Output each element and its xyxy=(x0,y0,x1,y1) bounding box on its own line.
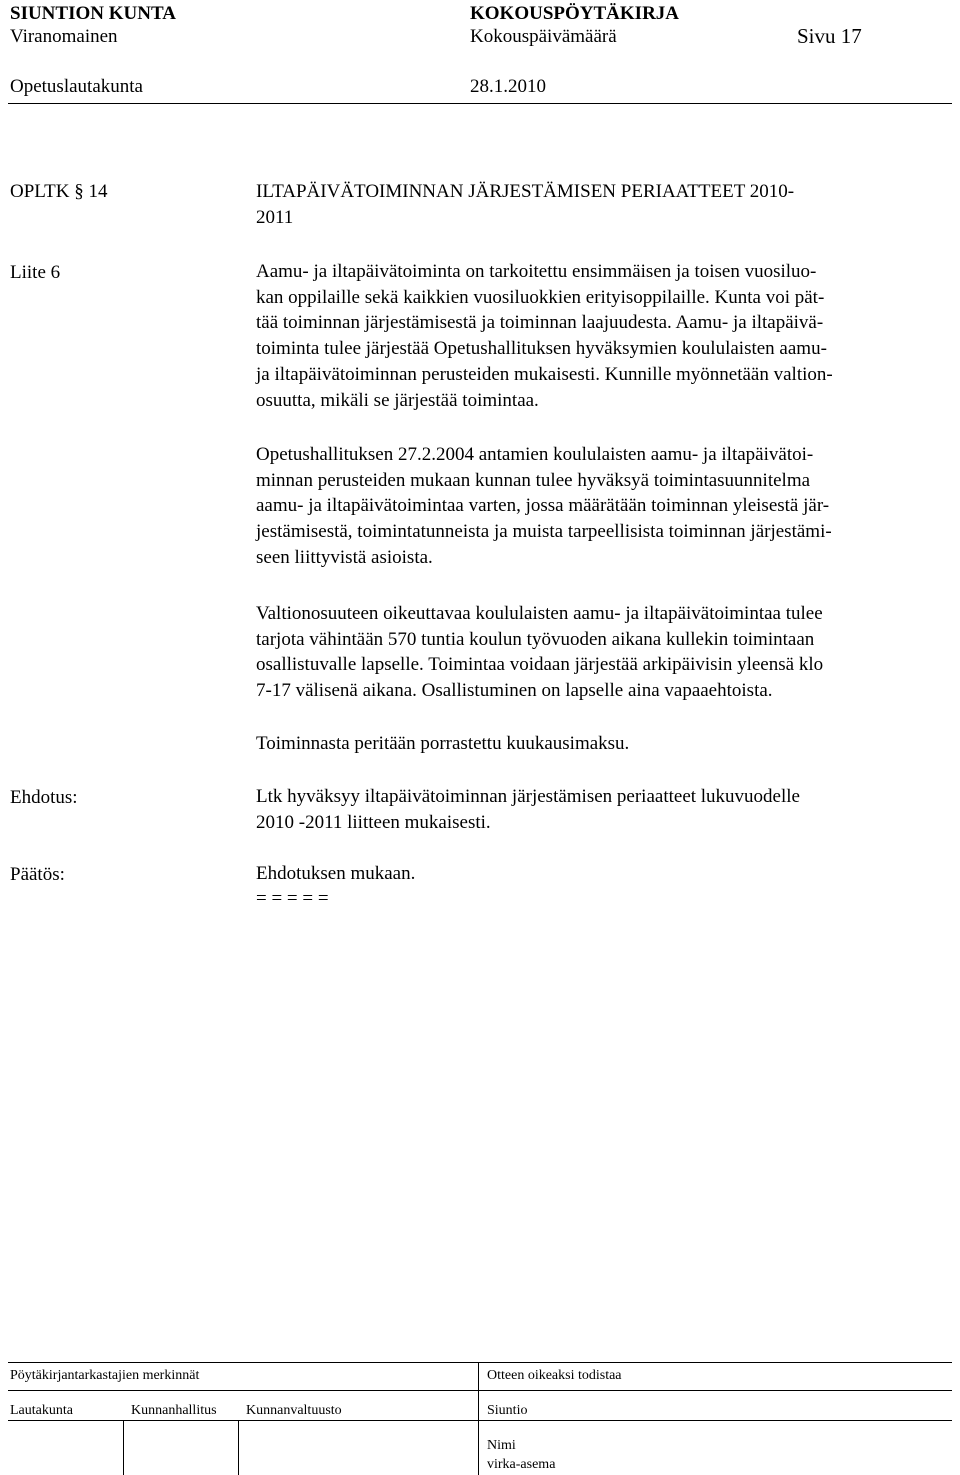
footer-col-divider-2 xyxy=(238,1420,239,1475)
page-number: Sivu 17 xyxy=(797,24,862,48)
footer-center-divider xyxy=(478,1362,479,1475)
date-label: Kokouspäivämäärä xyxy=(470,26,617,47)
checkers-label: Pöytäkirjantarkastajien merkinnät xyxy=(10,1368,200,1383)
section-title-line: 2011 xyxy=(256,206,294,228)
decision-text: Ehdotuksen mukaan. xyxy=(256,863,416,884)
paragraph-line: seen liittyvistä asioista. xyxy=(256,546,433,568)
body-kunnanhallitus: Kunnanhallitus xyxy=(131,1403,217,1418)
paragraph-line: jestämisestä, toimintatunneista ja muista tarpeellisista toiminnan järjestämi- xyxy=(256,521,832,543)
footer-signature-rule xyxy=(8,1420,478,1421)
paragraph-line: aamu- ja iltapäivätoimintaa varten, jossa määrätään toiminnan yleisestä jär- xyxy=(256,495,830,517)
section-title xyxy=(256,179,794,230)
meeting-date: 28.1.2010 xyxy=(470,76,546,97)
footer-right-rule xyxy=(478,1420,952,1421)
paragraph-line: osallistuvalle lapselle. Toimintaa voidaan järjestää arkipäivisin yleensä klo xyxy=(256,654,824,676)
body-lautakunta: Lautakunta xyxy=(10,1403,73,1418)
section-number: OPLTK § 14 xyxy=(10,181,108,202)
paragraph-line: minnan perusteiden mukaan kunnan tulee hyväksyä toimintasuunnitelma xyxy=(256,469,811,491)
footer-mid-rule xyxy=(8,1390,952,1391)
footer-top-rule xyxy=(8,1362,952,1363)
paragraph-4 xyxy=(256,731,946,757)
paragraph-1 xyxy=(256,259,946,413)
end-mark: = = = = = xyxy=(256,888,329,909)
decision-label: Päätös: xyxy=(10,864,65,885)
footer-col-divider-1 xyxy=(123,1420,124,1475)
paragraph-line: tarjota vähintään 570 tuntia koulun työvuoden aikana kullekin toimintaan xyxy=(256,628,815,650)
paragraph-line: Toiminnasta peritään porrastettu kuukausimaksu. xyxy=(256,733,630,754)
paragraph-line: osuutta, mikäli se järjestää toimintaa. xyxy=(256,389,539,411)
position-label: virka-asema xyxy=(487,1457,556,1472)
paragraph-line: ja iltapäivätoiminnan perusteiden mukaisesti. Kunnille myönnetään valtion- xyxy=(256,363,833,385)
paragraph-3 xyxy=(256,601,946,704)
paragraph-line: 7-17 välisenä aikana. Osallistuminen on lapselle aina vapaaehtoista. xyxy=(256,680,773,702)
footer-place: Siuntio xyxy=(487,1403,528,1418)
authority-label: Viranomainen xyxy=(10,26,118,47)
proposal-label: Ehdotus: xyxy=(10,787,78,808)
document-type: KOKOUSPÖYTÄKIRJA xyxy=(470,3,680,24)
paragraph-line: Valtionosuuteen oikeuttavaa koululaisten aamu- ja iltapäivätoimintaa tulee xyxy=(256,603,823,624)
header-divider xyxy=(8,103,952,104)
paragraph-line: kan oppilaille sekä kaikkien vuosiluokkien erityisoppilaille. Kunta voi pät- xyxy=(256,286,825,308)
municipality-name: SIUNTION KUNTA xyxy=(10,3,176,24)
attachment-label: Liite 6 xyxy=(10,262,61,283)
name-label: Nimi xyxy=(487,1438,516,1453)
certified-label: Otteen oikeaksi todistaa xyxy=(487,1368,622,1383)
paragraph-line: toiminta tulee järjestää Opetushallituksen hyväksymien koululaisten aamu- xyxy=(256,338,827,360)
paragraph-2 xyxy=(256,442,946,571)
authority-name: Opetuslautakunta xyxy=(10,76,143,97)
paragraph-line: Opetushallituksen 27.2.2004 antamien koululaisten aamu- ja iltapäivätoi- xyxy=(256,444,814,465)
proposal-line: 2010 -2011 liitteen mukaisesti. xyxy=(256,811,491,833)
section-title-line: ILTAPÄIVÄTOIMINNAN JÄRJESTÄMISEN PERIAATTEET 2010- xyxy=(256,181,795,202)
proposal-text xyxy=(256,784,946,835)
proposal-line: Ltk hyväksyy iltapäivätoiminnan järjestämisen periaatteet lukuvuodelle xyxy=(256,786,800,807)
paragraph-line: Aamu- ja iltapäivätoiminta on tarkoitettu ensimmäisen ja toisen vuosiluo- xyxy=(256,261,817,282)
paragraph-line: tää toiminnan järjestämisestä ja toiminnan laajuudesta. Aamu- ja iltapäivä- xyxy=(256,312,824,334)
body-kunnanvaltuusto: Kunnanvaltuusto xyxy=(246,1403,342,1418)
